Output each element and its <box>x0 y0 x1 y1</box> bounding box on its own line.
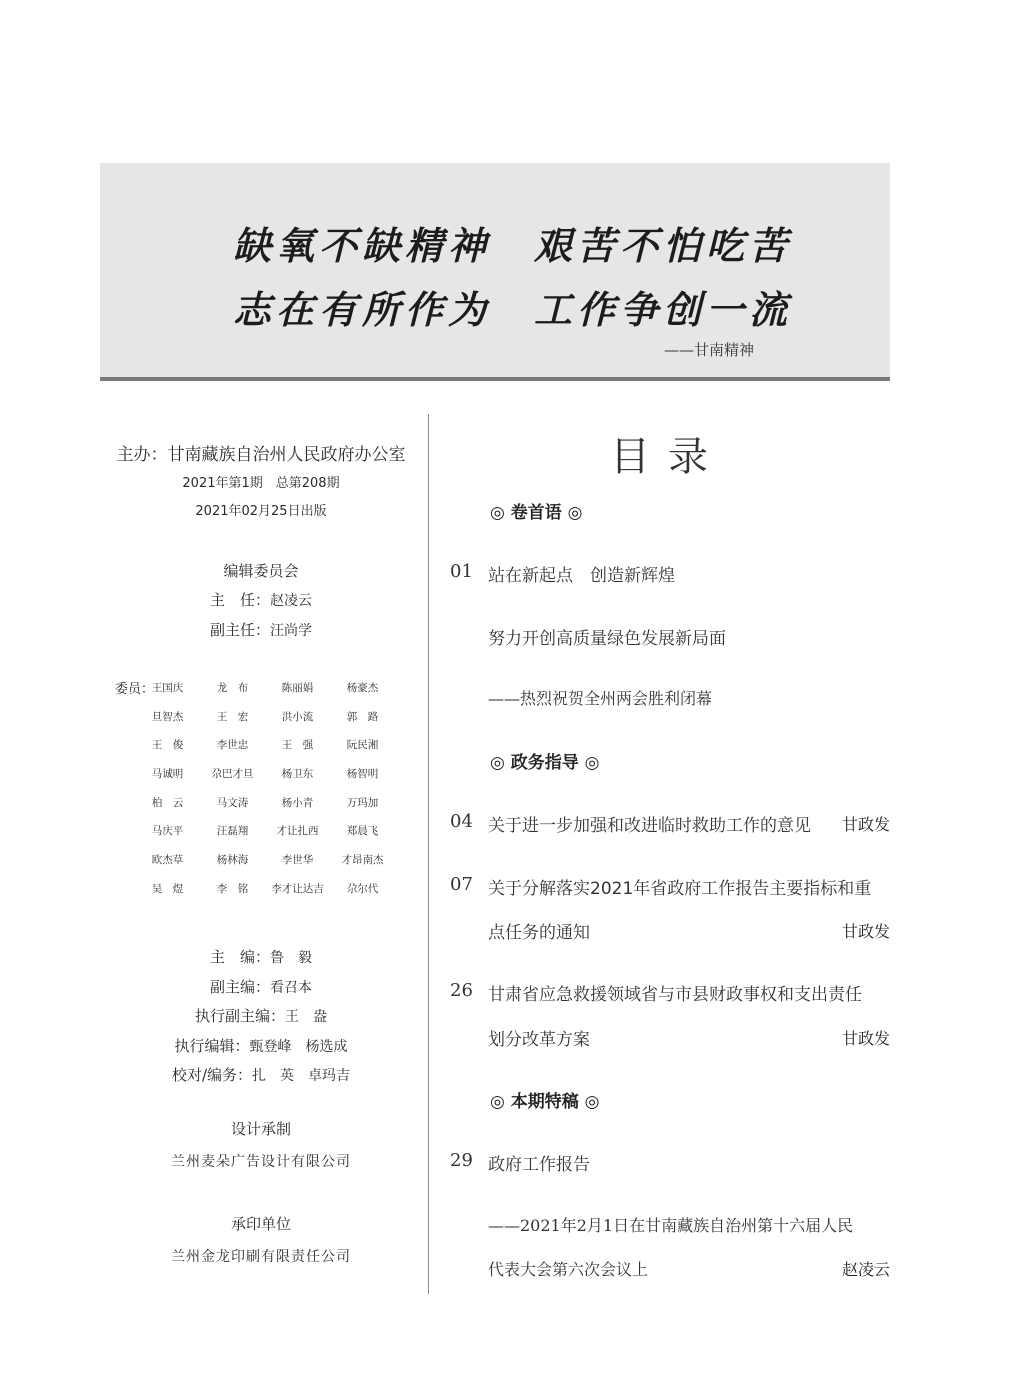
staff-deputy-editor <box>100 976 422 997</box>
motto-source: ——甘南精神 <box>663 341 754 359</box>
members-row <box>135 795 395 824</box>
toc-entry-tag: 甘政发 <box>841 922 890 941</box>
toc-page-number: 26 <box>450 980 473 1001</box>
member-name: 汪磊翔 <box>216 825 249 838</box>
toc-entry-title[interactable]: 关于进一步加强和改进临时救助工作的意见 <box>488 816 811 836</box>
member-name: 尕巴才旦 <box>211 768 254 781</box>
toc-entry-title[interactable]: 政府工作报告 <box>488 1155 590 1175</box>
staff-value: 甄登峰 杨选成 <box>249 1039 348 1055</box>
member-name: 杨小青 <box>281 796 314 809</box>
member-name: 李 铭 <box>216 882 249 895</box>
staff-executive-deputy <box>100 1005 422 1026</box>
members-row <box>135 766 395 795</box>
toc-section-government: ◎ 政务指导 ◎ <box>490 753 600 773</box>
staff-label: 副主编： <box>209 978 270 996</box>
member-name: 龙 布 <box>216 682 249 694</box>
staff-proofreading <box>100 1064 422 1085</box>
sponsor: 主办：甘南藏族自治州人民政府办公室 <box>116 445 406 465</box>
director-name: 赵凌云 <box>270 593 312 609</box>
staff-label: 执行副主编： <box>194 1007 285 1025</box>
toc-entry-tag: 赵凌云 <box>841 1260 890 1279</box>
staff-value: 王 盎 <box>285 1009 327 1025</box>
toc-entry-title[interactable]: 关于分解落实2021年省政府工作报告主要指标和重 <box>488 879 872 899</box>
member-name: 马庆平 <box>151 825 184 838</box>
member-name: 王国庆 <box>151 682 184 694</box>
toc-section-preface: ◎ 卷首语 ◎ <box>490 503 583 523</box>
toc-entry-subtitle-cont: 代表大会第六次会议上 <box>488 1260 649 1279</box>
staff-label: 主 编： <box>209 948 270 966</box>
committee-deputy <box>100 619 422 640</box>
design-company: 兰州麦朵广告设计有限公司 <box>171 1154 351 1170</box>
member-name: 李才让达吉 <box>271 882 324 895</box>
print-title: 承印单位 <box>230 1215 291 1233</box>
staff-label: 执行编辑： <box>174 1037 250 1055</box>
members-row <box>135 852 395 881</box>
staff-value: 鲁 毅 <box>270 950 312 966</box>
member-name: 李世华 <box>281 854 314 867</box>
committee-title: 编辑委员会 <box>223 562 299 580</box>
toc-page-number: 01 <box>450 561 473 582</box>
staff-value: 看召本 <box>270 980 312 996</box>
toc-section-feature: ◎ 本期特稿 ◎ <box>490 1092 600 1112</box>
member-name: 杨豪杰 <box>346 682 379 694</box>
members-grid <box>135 680 395 910</box>
member-name: 王 宏 <box>216 710 249 723</box>
member-name: 吴 煜 <box>151 882 184 895</box>
member-name: 才让扎西 <box>276 825 319 838</box>
toc-entry-title-cont[interactable]: 划分改革方案 <box>488 1030 590 1050</box>
toc-entry-title-cont[interactable]: 点任务的通知 <box>488 923 590 943</box>
committee-director <box>100 589 422 610</box>
member-name: 欧杰草 <box>151 854 184 867</box>
print-company: 兰州金龙印刷有限责任公司 <box>171 1249 351 1265</box>
motto-line-1: 缺氧不缺精神 艰苦不怕吃苦 <box>233 223 793 268</box>
members-row <box>135 737 395 766</box>
members-row <box>135 709 395 738</box>
member-name: 王 俊 <box>151 739 184 752</box>
toc-entry-title[interactable]: 努力开创高质量绿色发展新局面 <box>488 629 726 649</box>
members-row <box>135 680 395 709</box>
member-name: 王 强 <box>281 739 314 752</box>
member-name: 杨卫东 <box>281 768 314 781</box>
staff-executive-editor <box>100 1035 422 1056</box>
member-name: 陈丽娟 <box>281 682 314 694</box>
members-row <box>135 881 395 910</box>
member-name: 马文涛 <box>216 796 249 809</box>
motto-banner <box>100 163 890 381</box>
member-name: 郭 路 <box>346 710 379 723</box>
member-name: 马诚明 <box>151 768 184 781</box>
toc-page-number: 04 <box>450 811 473 832</box>
toc-entry-tag: 甘政发 <box>841 1029 890 1048</box>
director-label: 主 任： <box>209 591 270 609</box>
member-name: 才昂南杰 <box>341 854 384 867</box>
member-name: 李世忠 <box>216 739 249 752</box>
deputy-name: 汪尚学 <box>270 623 312 639</box>
toc-page-number: 29 <box>450 1150 473 1171</box>
design-title: 设计承制 <box>230 1120 291 1138</box>
member-name: 万玛加 <box>346 796 379 809</box>
member-name: 阮民湘 <box>346 739 379 752</box>
toc-entry-title[interactable]: 站在新起点 创造新辉煌 <box>488 566 675 586</box>
staff-value: 扎 英 卓玛吉 <box>252 1068 351 1084</box>
members-row <box>135 823 395 852</box>
publication-date: 2021年02月25日出版 <box>195 504 327 519</box>
members-label: 委员： <box>115 682 155 697</box>
member-name: 杨智明 <box>346 768 379 781</box>
member-name: 杨林海 <box>216 854 249 867</box>
toc-title: 目录 <box>610 434 726 480</box>
member-name: 洪小流 <box>281 710 314 723</box>
toc-page-number: 07 <box>450 874 473 895</box>
member-name: 尕尔代 <box>346 882 379 895</box>
toc-entry-subtitle: ——热烈祝贺全州两会胜利闭幕 <box>488 689 713 708</box>
staff-chief-editor <box>100 946 422 967</box>
toc-entry-tag: 甘政发 <box>841 815 890 834</box>
toc-entry-title[interactable]: 甘肃省应急救援领域省与市县财政事权和支出责任 <box>488 985 862 1005</box>
member-name: 柏 云 <box>151 796 184 809</box>
column-divider <box>428 414 429 1294</box>
motto-line-2: 志在有所作为 工作争创一流 <box>233 287 793 332</box>
toc-entry-subtitle: ——2021年2月1日在甘南藏族自治州第十六届人民 <box>488 1216 854 1235</box>
deputy-label: 副主任： <box>209 621 270 639</box>
member-name: 旦智杰 <box>151 710 184 723</box>
staff-label: 校对/编务： <box>171 1066 253 1084</box>
issue-number: 2021年第1期 总第208期 <box>182 476 340 491</box>
member-name: 郑晨飞 <box>346 825 379 838</box>
